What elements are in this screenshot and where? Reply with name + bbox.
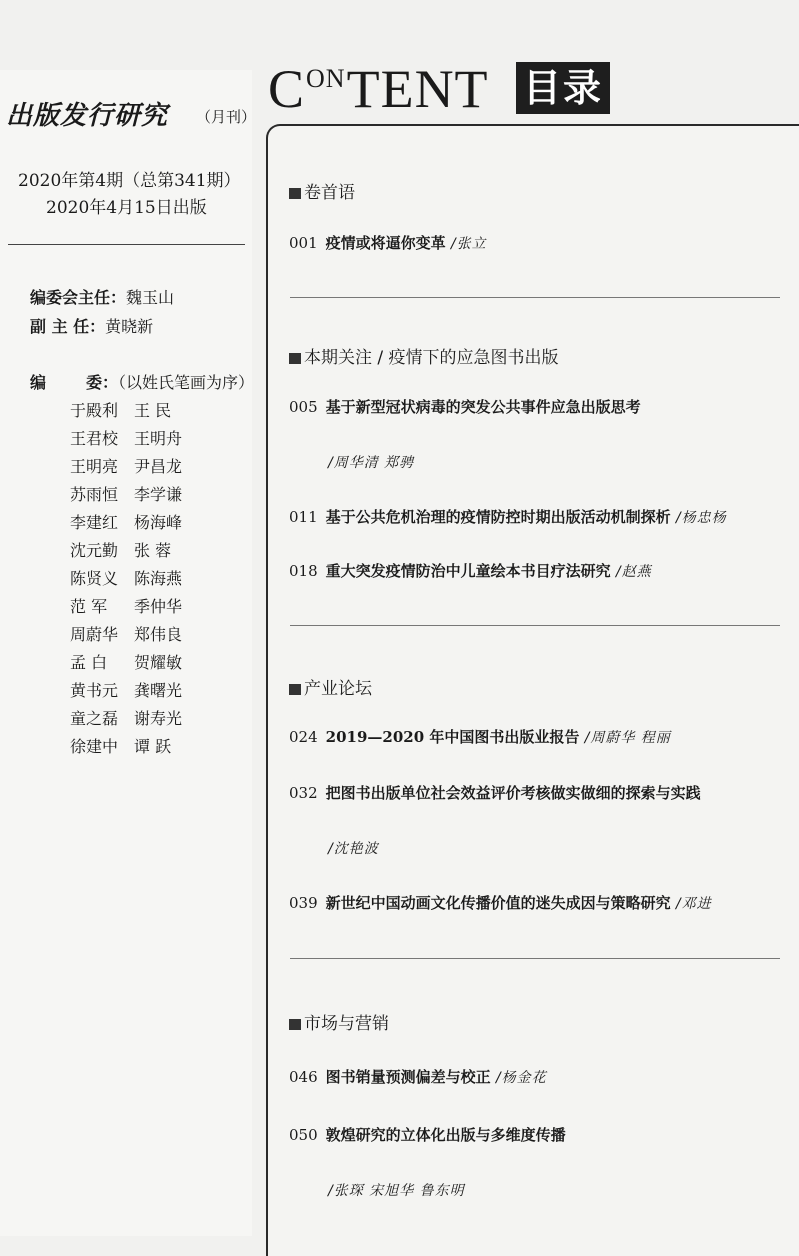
member-name: 黄书元 [70,681,119,700]
article-title: 基于新型冠状病毒的突发公共事件应急出版思考 [325,398,641,416]
member-name: 苏雨恒 [70,485,119,504]
article-title: 重大突发疫情防治中儿童绘本书目疗法研究 [325,562,611,580]
member-name: 王明舟 [134,429,183,448]
page-number: 039 [289,894,318,912]
square-bullet-icon [289,188,301,199]
member-row [70,566,182,589]
toc-entry[interactable] [289,396,641,417]
article-author: /张立 [450,236,487,252]
toc-section-heading [289,178,355,203]
toc-entry[interactable] [289,726,671,747]
section-divider [290,958,780,959]
magazine-title: 出版发行研究 [6,101,169,131]
article-author: /杨忠杨 [675,510,727,526]
committee-heading [30,370,254,393]
article-title: 敦煌研究的立体化出版与多维度传播 [325,1126,566,1144]
member-name: 贺耀敏 [134,653,183,672]
member-row [70,398,171,421]
member-name: 杨海峰 [134,513,183,532]
member-name: 尹昌龙 [134,457,183,476]
article-title: 疫情或将逼你变革 [325,234,446,252]
issue-number: 2020年第4期（总第341期） [18,171,241,191]
member-row [70,454,182,477]
member-row [70,510,182,533]
editorial-vice-chair [30,314,153,337]
member-name: 范 军 [70,597,108,616]
toc-entry[interactable] [289,1066,547,1087]
masthead-divider [8,244,245,245]
member-name: 周蔚华 [70,625,119,644]
page-number: 050 [289,1126,318,1144]
toc-entry[interactable] [289,892,712,913]
article-author: /赵燕 [615,564,652,580]
vice-label: 副 主 任： [30,317,106,336]
member-row [70,650,182,673]
member-name: 徐建中 [70,737,119,756]
member-row [70,622,182,645]
member-name: 沈元勤 [70,541,119,560]
article-author: /周华清 郑骋 [328,455,415,471]
member-row [70,482,182,505]
member-name: 于殿利 [70,401,119,420]
member-name: 孟 白 [70,653,108,672]
article-title: 把图书出版单位社会效益评价考核做实做细的探索与实践 [325,784,701,802]
article-author: /周蔚华 程丽 [584,730,671,746]
article-title: 基于公共危机治理的疫情防控时期出版活动机制探析 [325,508,671,526]
section-title: 产业论坛 [304,679,372,699]
member-name: 张 蓉 [134,541,172,560]
member-name: 龚曙光 [134,681,183,700]
toc-entry[interactable] [289,1124,566,1145]
article-title: 2019—2020 年中国图书出版业报告 [325,728,580,746]
member-name: 王明亮 [70,457,119,476]
page-number: 024 [289,728,318,746]
article-title: 图书销量预测偏差与校正 [325,1068,491,1086]
member-row [70,678,182,701]
square-bullet-icon [289,684,301,695]
toc-entry[interactable] [289,506,727,527]
member-name: 季仲华 [134,597,183,616]
square-bullet-icon [289,1019,301,1030]
member-name: 童之磊 [70,709,119,728]
toc-entry[interactable] [289,782,701,803]
content-heading [268,59,489,119]
member-name: 王君校 [70,429,119,448]
magazine-frequency: （月刊） [196,108,257,126]
section-title: 本期关注 / 疫情下的应急图书出版 [304,348,559,368]
chair-name: 魏玉山 [126,288,175,307]
member-name: 王 民 [134,401,172,420]
member-row [70,734,171,757]
page-number: 011 [289,508,318,526]
editorial-chair [30,285,174,308]
page-number: 032 [289,784,318,802]
content-letters-on: ON [306,64,346,93]
section-divider [290,297,780,298]
section-title: 市场与营销 [304,1014,389,1034]
member-row [70,706,182,729]
article-author: /杨金花 [495,1070,547,1086]
member-name: 陈贤义 [70,569,119,588]
article-author: /邓进 [675,896,712,912]
toc-section-heading [289,1009,389,1034]
committee-label: 编 [30,373,47,392]
article-author: /沈艳波 [328,841,379,857]
member-name: 李学谦 [134,485,183,504]
toc-entry[interactable] [289,560,652,581]
member-name: 谭 跃 [134,737,172,756]
section-divider [290,625,780,626]
article-author: /张琛 宋旭华 鲁东明 [328,1183,465,1199]
member-name: 谢寿光 [134,709,183,728]
chair-label: 编委会主任： [30,288,127,307]
member-name: 陈海燕 [134,569,183,588]
content-letters-rest: TENT [346,59,489,119]
committee-label-2: 委： [86,373,119,392]
member-row [70,426,182,449]
member-name: 郑伟良 [134,625,183,644]
publication-date: 2020年4月15日出版 [46,198,207,218]
square-bullet-icon [289,353,301,364]
mulu-badge: 目录 [516,62,610,114]
member-row [70,538,171,561]
toc-section-heading [289,343,559,368]
section-title: 卷首语 [304,183,355,203]
member-row [70,594,182,617]
page-number: 018 [289,562,318,580]
committee-note: （以姓氏笔画为序） [118,373,255,392]
page-number: 046 [289,1068,318,1086]
page-number: 001 [289,234,318,252]
article-title: 新世纪中国动画文化传播价值的迷失成因与策略研究 [325,894,671,912]
page-number: 005 [289,398,318,416]
content-letter-c: C [268,59,306,119]
vice-name: 黄晓新 [105,317,154,336]
member-name: 李建红 [70,513,119,532]
toc-entry[interactable] [289,232,487,253]
toc-section-heading [289,674,372,699]
